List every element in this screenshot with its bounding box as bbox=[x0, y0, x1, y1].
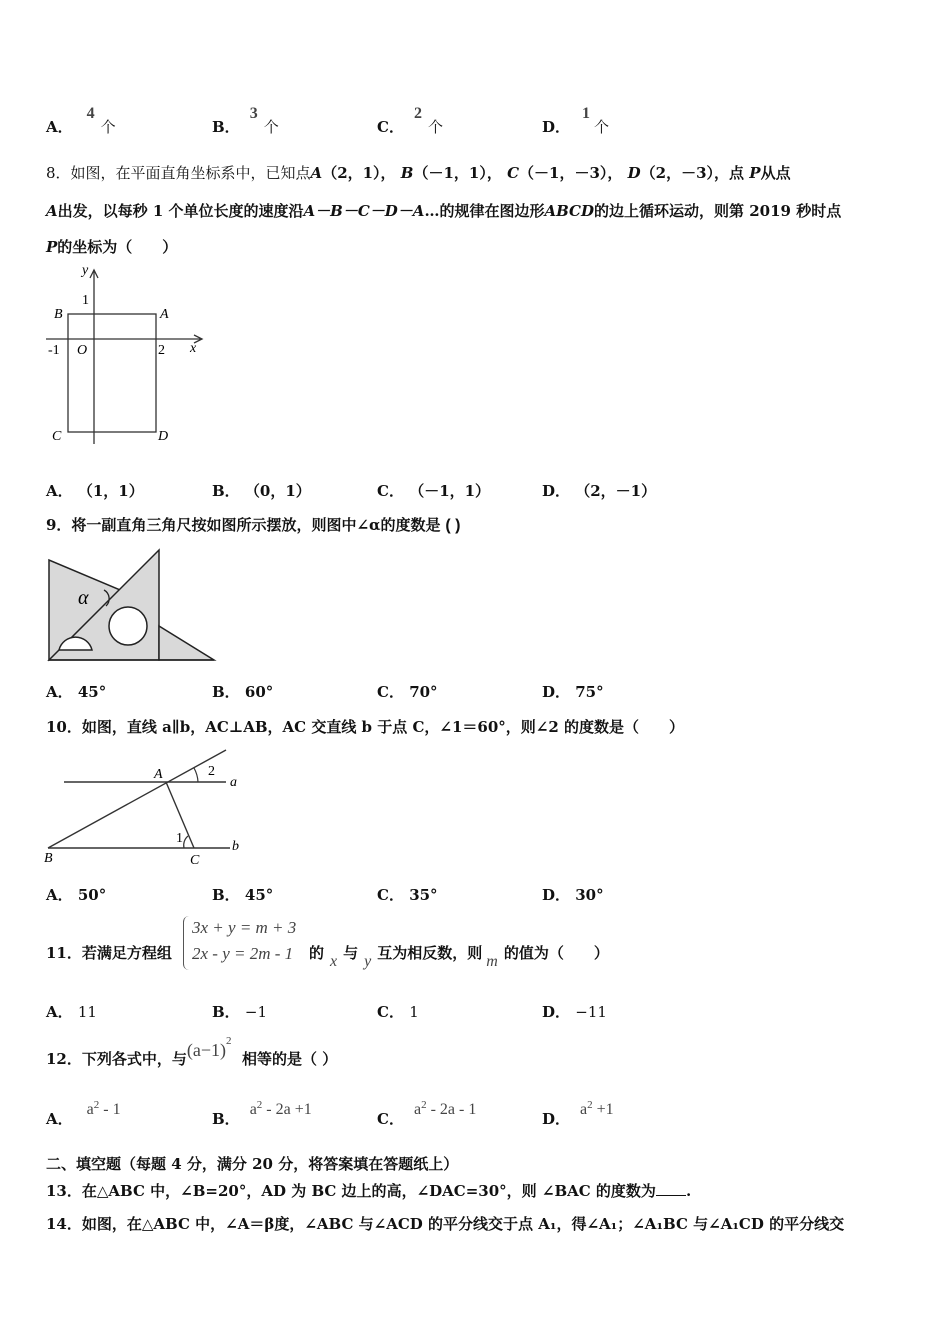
q7-option-b: B．3个 bbox=[212, 105, 279, 136]
q9-option-b: B． 60° bbox=[212, 683, 274, 701]
q12-option-d: D．$a^2 +1$ bbox=[542, 1099, 614, 1128]
q8-stem-line3: P的坐标为（ ） bbox=[46, 238, 178, 256]
q9-option-a: A． 45° bbox=[46, 683, 107, 701]
q9-stem: 9．将一副直角三角尺按如图所示摆放，则图中∠α的度数是 ( ) bbox=[46, 516, 461, 534]
label-alpha: α bbox=[78, 587, 89, 609]
label-1: 1 bbox=[176, 831, 183, 846]
q11-option-b: B． −1 bbox=[212, 1003, 268, 1021]
label-c: C bbox=[52, 429, 62, 444]
q8-stem-line1: 8．如图，在平面直角坐标系中，已知点A（2，1）， B（－1，1）， C（－1，－3）， D（2，－3），点 P从点 bbox=[46, 164, 791, 182]
section-2-heading: 二、填空题（每题 4 分，满分 20 分，将答案填在答题纸上） bbox=[46, 1155, 459, 1173]
q11-option-d: D． −11 bbox=[542, 1003, 607, 1021]
q13-answer-blank[interactable] bbox=[656, 1183, 686, 1196]
q14-stem: 14．如图，在△ABC 中，∠A＝β度，∠ABC 与∠ACD 的平分线交于点 A₁，得∠A₁；∠A₁BC 与∠A₁CD 的平分线交 bbox=[46, 1215, 845, 1233]
label-a-line: a bbox=[230, 775, 237, 790]
q8-option-d: D． （2，－1） bbox=[542, 482, 657, 500]
q8-option-b: B． （0，1） bbox=[212, 482, 311, 500]
q12-stem: 12．下列各式中，与$(a-1)^2$ 相等的是（ ） bbox=[46, 1035, 338, 1068]
q12-option-c: C．$a^2 - 2a - 1$ bbox=[377, 1099, 477, 1128]
label-2: 2 bbox=[158, 343, 165, 358]
q11-equation-2: 2x - y = 2m - 1 bbox=[192, 944, 294, 963]
q7-option-d: D．1个 bbox=[542, 105, 610, 136]
label-c-point: C bbox=[190, 853, 200, 868]
q11-equation-1: 3x + y = m + 3 bbox=[192, 918, 297, 937]
q12-option-b: B．$a^2 - 2a +1$ bbox=[212, 1099, 312, 1128]
label-d: D bbox=[158, 429, 169, 444]
q9-option-c: C． 70° bbox=[377, 683, 438, 701]
label-x: x bbox=[190, 341, 197, 356]
q11-stem-end: 的 x 与 y 互为相反数，则 m 的值为（ ） bbox=[309, 944, 609, 970]
q12-option-a: A．$a^2 - 1$ bbox=[46, 1099, 121, 1128]
hole-circle bbox=[109, 607, 147, 645]
label-1: 1 bbox=[82, 293, 89, 308]
label-b: B bbox=[54, 307, 63, 322]
label-a-point: A bbox=[154, 767, 163, 782]
q8-option-a: A． （1，1） bbox=[46, 482, 144, 500]
q8-stem-line2: A出发，以每秒 1 个单位长度的速度沿A－B－C－D－A…的规律在图边形ABCD的边上循环运动，则第 2019 秒时点 bbox=[46, 202, 842, 220]
label-b-point: B bbox=[44, 851, 53, 866]
q11-option-c: C． 1 bbox=[377, 1003, 419, 1021]
q8-coordinate-figure bbox=[44, 262, 214, 452]
label-a: A bbox=[160, 307, 169, 322]
label-2: 2 bbox=[208, 764, 215, 779]
label-o: O bbox=[77, 343, 88, 358]
q10-option-b: B． 45° bbox=[212, 886, 274, 904]
q9-option-d: D． 75° bbox=[542, 683, 604, 701]
q13-stem: 13．在△ABC 中，∠B=20°，AD 为 BC 边上的高，∠DAC=30°，则 ∠BAC 的度数为 . bbox=[46, 1182, 692, 1200]
line-ab bbox=[48, 750, 226, 848]
q10-stem: 10．如图，直线 a∥b，AC⊥AB，AC 交直线 b 于点 C，∠1＝60°，则∠2 的度数是（ ） bbox=[46, 718, 685, 736]
q10-parallel-lines-figure bbox=[40, 744, 250, 868]
q11-option-a: A． 11 bbox=[46, 1003, 97, 1021]
q10-option-c: C． 35° bbox=[377, 886, 438, 904]
q9-triangles-figure bbox=[44, 546, 220, 666]
q11-stem-start: 11．若满足方程组 bbox=[46, 944, 172, 962]
q7-option-c: C．2个 bbox=[377, 105, 443, 136]
q11-equation-system bbox=[183, 916, 308, 970]
q8-option-c: C． （－1，1） bbox=[377, 482, 491, 500]
label-neg1: -1 bbox=[48, 343, 60, 358]
triangle-small bbox=[159, 626, 214, 660]
quadrilateral-abcd bbox=[68, 314, 156, 432]
q10-option-d: D． 30° bbox=[542, 886, 604, 904]
label-y: y bbox=[82, 263, 89, 278]
q7-option-a: A．4个 bbox=[46, 105, 116, 136]
q10-option-a: A． 50° bbox=[46, 886, 107, 904]
label-b-line: b bbox=[232, 839, 239, 854]
